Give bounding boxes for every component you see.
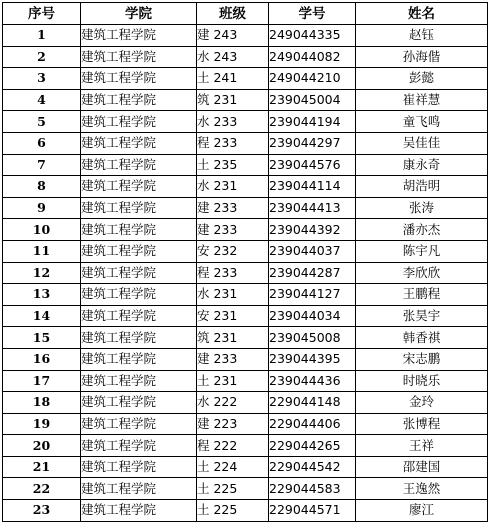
cell-student-id: 249044210 [269,68,356,90]
cell-college: 建筑工程学院 [81,284,197,306]
table-row [3,413,488,435]
cell-name: 康永奇 [356,154,488,176]
cell-student-id: 239044287 [269,262,356,284]
cell-class: 水 243 [197,46,269,68]
cell-index: 9 [3,197,81,219]
table-row [3,25,488,47]
cell-student-id: 239045004 [269,89,356,111]
cell-name: 廖江 [356,500,488,522]
cell-index: 21 [3,456,81,478]
cell-index: 16 [3,348,81,370]
cell-college: 建筑工程学院 [81,197,197,219]
cell-index: 3 [3,68,81,90]
cell-class: 安 232 [197,240,269,262]
table-row [3,370,488,392]
cell-class: 安 231 [197,305,269,327]
cell-class: 筑 231 [197,327,269,349]
cell-student-id: 229044265 [269,435,356,457]
cell-name: 彭懿 [356,68,488,90]
table-row [3,68,488,90]
cell-index: 11 [3,240,81,262]
table-row [3,348,488,370]
cell-college: 建筑工程学院 [81,413,197,435]
cell-index: 14 [3,305,81,327]
cell-name: 潘亦杰 [356,219,488,241]
cell-index: 19 [3,413,81,435]
table-row [3,46,488,68]
cell-student-id: 239044395 [269,348,356,370]
header-college: 学院 [81,3,197,25]
cell-name: 宋志鹏 [356,348,488,370]
cell-class: 土 231 [197,370,269,392]
cell-class: 建 243 [197,25,269,47]
table-row [3,435,488,457]
cell-college: 建筑工程学院 [81,435,197,457]
cell-student-id: 239044436 [269,370,356,392]
table-header [3,3,488,25]
cell-index: 15 [3,327,81,349]
cell-index: 12 [3,262,81,284]
cell-index: 5 [3,111,81,133]
table-row [3,478,488,500]
cell-index: 10 [3,219,81,241]
cell-index: 13 [3,284,81,306]
cell-student-id: 229044583 [269,478,356,500]
cell-college: 建筑工程学院 [81,348,197,370]
cell-college: 建筑工程学院 [81,456,197,478]
cell-student-id: 249044335 [269,25,356,47]
cell-index: 7 [3,154,81,176]
cell-name: 邵建国 [356,456,488,478]
cell-class: 土 225 [197,500,269,522]
cell-college: 建筑工程学院 [81,176,197,198]
cell-college: 建筑工程学院 [81,111,197,133]
cell-student-id: 239044194 [269,111,356,133]
cell-student-id: 229044148 [269,392,356,414]
cell-college: 建筑工程学院 [81,500,197,522]
cell-class: 土 225 [197,478,269,500]
header-index: 序号 [3,3,81,25]
cell-student-id: 239044037 [269,240,356,262]
cell-class: 水 231 [197,176,269,198]
cell-name: 王祥 [356,435,488,457]
header-class: 班级 [197,3,269,25]
cell-index: 23 [3,500,81,522]
cell-name: 王逸然 [356,478,488,500]
cell-student-id: 239044413 [269,197,356,219]
cell-name: 赵钰 [356,25,488,47]
cell-class: 建 233 [197,219,269,241]
table-row [3,197,488,219]
cell-name: 童飞鸣 [356,111,488,133]
cell-college: 建筑工程学院 [81,68,197,90]
cell-name: 张博程 [356,413,488,435]
cell-class: 建 233 [197,348,269,370]
cell-student-id: 249044082 [269,46,356,68]
cell-index: 20 [3,435,81,457]
student-roster-table [2,2,488,522]
table-row [3,456,488,478]
cell-index: 8 [3,176,81,198]
cell-name: 金玲 [356,392,488,414]
cell-class: 建 223 [197,413,269,435]
cell-college: 建筑工程学院 [81,219,197,241]
cell-class: 建 233 [197,197,269,219]
cell-college: 建筑工程学院 [81,240,197,262]
cell-index: 2 [3,46,81,68]
cell-college: 建筑工程学院 [81,132,197,154]
cell-student-id: 239044297 [269,132,356,154]
cell-college: 建筑工程学院 [81,46,197,68]
cell-name: 崔祥慧 [356,89,488,111]
table-row [3,176,488,198]
cell-index: 17 [3,370,81,392]
table-row [3,219,488,241]
table-row [3,89,488,111]
cell-college: 建筑工程学院 [81,370,197,392]
cell-college: 建筑工程学院 [81,262,197,284]
cell-class: 土 235 [197,154,269,176]
table-row [3,305,488,327]
table-row [3,132,488,154]
cell-college: 建筑工程学院 [81,478,197,500]
cell-name: 时晓乐 [356,370,488,392]
cell-class: 水 231 [197,284,269,306]
table-body [3,25,488,522]
cell-class: 水 233 [197,111,269,133]
cell-student-id: 229044406 [269,413,356,435]
table-row [3,240,488,262]
cell-name: 张昊宇 [356,305,488,327]
cell-index: 4 [3,89,81,111]
header-row [3,3,488,25]
table-row [3,154,488,176]
cell-student-id: 239044392 [269,219,356,241]
cell-student-id: 239045008 [269,327,356,349]
cell-student-id: 239044127 [269,284,356,306]
cell-name: 吴佳佳 [356,132,488,154]
cell-index: 6 [3,132,81,154]
cell-index: 1 [3,25,81,47]
cell-class: 土 224 [197,456,269,478]
table-row [3,262,488,284]
cell-name: 王鹏程 [356,284,488,306]
cell-college: 建筑工程学院 [81,25,197,47]
cell-college: 建筑工程学院 [81,392,197,414]
cell-student-id: 229044571 [269,500,356,522]
cell-name: 李欣欣 [356,262,488,284]
table-row [3,500,488,522]
table-row [3,392,488,414]
cell-name: 张涛 [356,197,488,219]
header-student-id: 学号 [269,3,356,25]
cell-student-id: 239044034 [269,305,356,327]
cell-class: 土 241 [197,68,269,90]
cell-student-id: 239044114 [269,176,356,198]
cell-college: 建筑工程学院 [81,154,197,176]
cell-index: 22 [3,478,81,500]
table-row [3,327,488,349]
header-name: 姓名 [356,3,488,25]
cell-index: 18 [3,392,81,414]
cell-college: 建筑工程学院 [81,89,197,111]
cell-name: 胡浩明 [356,176,488,198]
cell-name: 韩香祺 [356,327,488,349]
cell-class: 筑 231 [197,89,269,111]
cell-college: 建筑工程学院 [81,327,197,349]
cell-class: 程 222 [197,435,269,457]
cell-college: 建筑工程学院 [81,305,197,327]
cell-name: 孙海偕 [356,46,488,68]
cell-class: 程 233 [197,262,269,284]
cell-name: 陈宇凡 [356,240,488,262]
cell-student-id: 229044542 [269,456,356,478]
cell-class: 水 222 [197,392,269,414]
cell-student-id: 239044576 [269,154,356,176]
cell-class: 程 233 [197,132,269,154]
table-row [3,111,488,133]
table-row [3,284,488,306]
